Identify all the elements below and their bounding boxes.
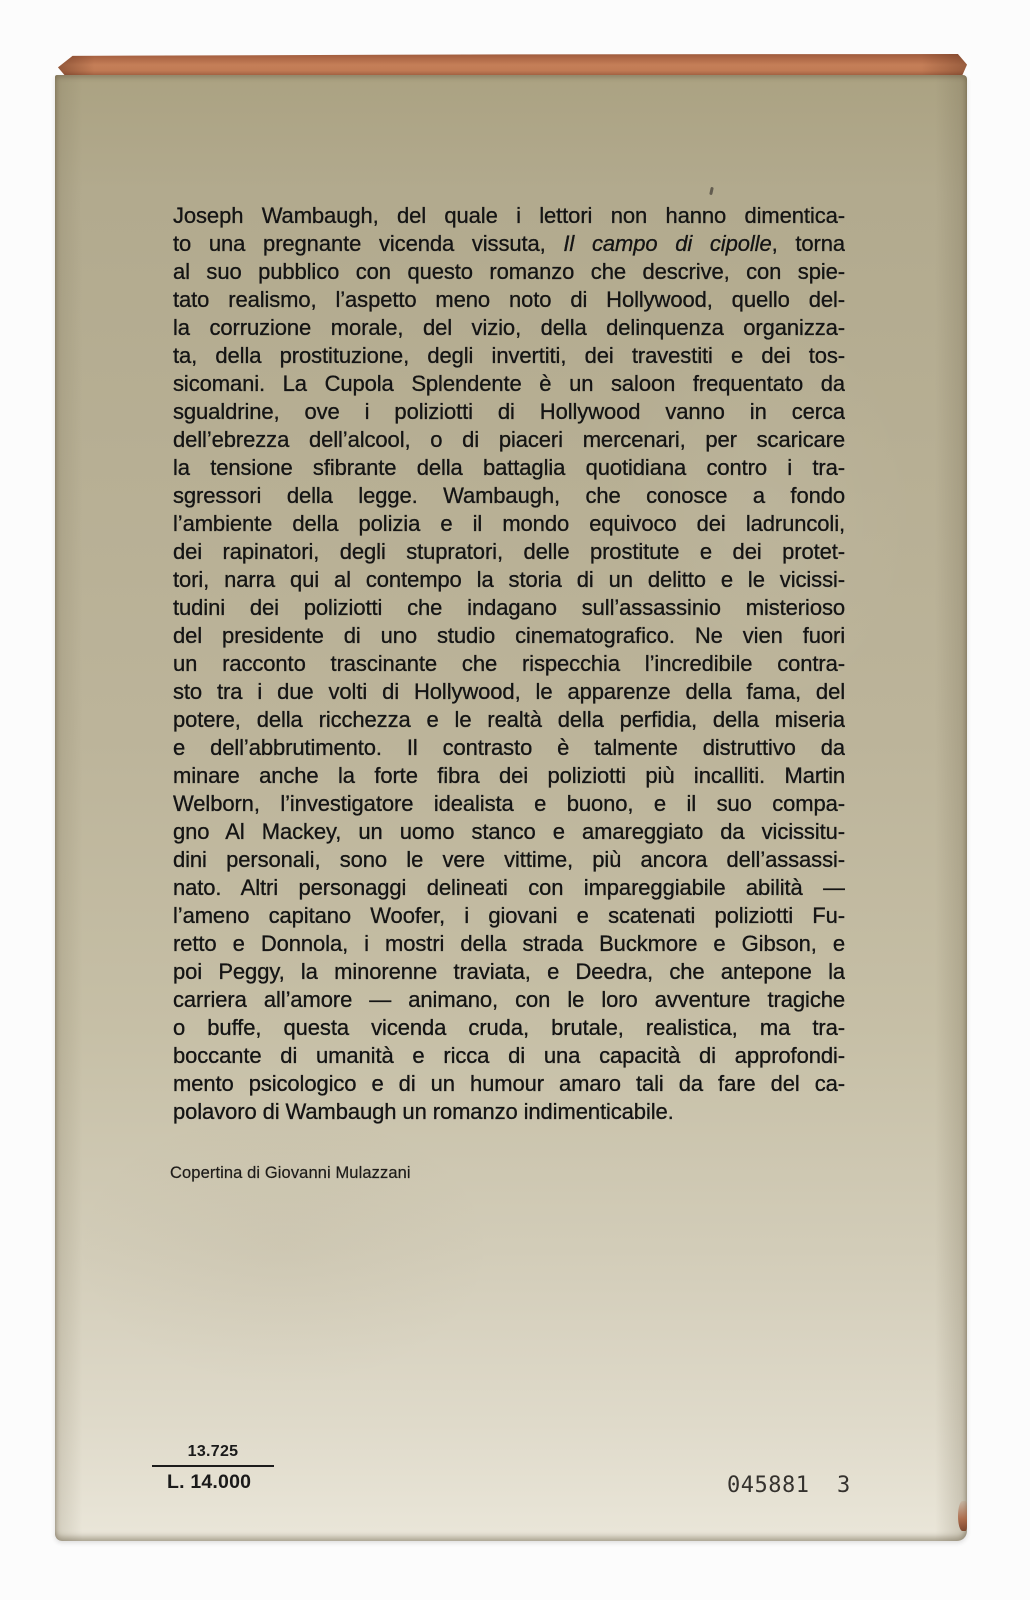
blurb-line: dell’ebrezza dell’alcool, o di piaceri mercenari, per scaricare	[173, 427, 845, 452]
blurb-line: dei rapinatori, degli stupratori, delle prostitute e dei protet-	[173, 539, 845, 564]
blurb-line: l’ameno capitano Woofer, i giovani e scatenati poliziotti Fu-	[173, 903, 845, 928]
blurb-line: un racconto trascinante che rispecchia l’incredibile contra-	[173, 651, 845, 676]
serial-number: 045881 3	[727, 1473, 851, 1498]
blurb-line: sgualdrine, ove i poliziotti di Hollywood vanno in cerca	[173, 399, 845, 424]
blurb-line: dini personali, sono le vere vittime, più ancora dell’assassi-	[173, 847, 845, 872]
blurb-line: al suo pubblico con questo romanzo che descrive, con spie-	[173, 259, 845, 284]
blurb-line: minare anche la forte fibra dei poliziotti più incalliti. Martin	[173, 763, 845, 788]
blurb-line: Joseph Wambaugh, del quale i lettori non hanno dimentica-	[173, 203, 845, 228]
blurb-line: la tensione sfibrante della battaglia quotidiana contro i tra-	[173, 455, 845, 480]
blurb-line: boccante di umanità e ricca di una capacità di approfondi-	[173, 1043, 845, 1068]
blurb-line: sicomani. La Cupola Splendente è un saloon frequentato da	[173, 371, 845, 396]
blurb-line: retto e Donnola, i mostri della strada Buckmore e Gibson, e	[173, 931, 845, 956]
book-top-page-edges	[58, 54, 967, 77]
blurb-line: nato. Altri personaggi delineati con impareggiabile abilità —	[173, 875, 845, 900]
blurb-line: carriera all’amore — animano, con le loro avventure tragiche	[173, 987, 845, 1012]
cover-artist-credit: Copertina di Giovanni Mulazzani	[170, 1164, 411, 1182]
blurb-line: mento psicologico e di un humour amaro tali da fare del ca-	[173, 1071, 845, 1096]
blurb-line: o buffe, questa vicenda cruda, brutale, realistica, ma tra-	[173, 1015, 845, 1040]
blurb-line: to una pregnante vicenda vissuta, Il campo di cipolle, torna	[173, 231, 845, 256]
blurb-line: gno Al Mackey, un uomo stanco e amareggiato da vicissitu-	[173, 819, 845, 844]
blurb-line: tato realismo, l’aspetto meno noto di Hollywood, quello del-	[173, 287, 845, 312]
blurb	[173, 202, 845, 1126]
blurb-line: polavoro di Wambaugh un romanzo indimenticabile.	[173, 1099, 674, 1124]
blurb-line: tori, narra qui al contempo la storia di un delitto e le vicissi-	[173, 567, 845, 592]
catalog-number: 13.725	[152, 1443, 274, 1467]
blurb-line: Welborn, l’investigatore idealista e buono, e il suo compa-	[173, 791, 845, 816]
blurb-line: ta, della prostituzione, degli invertiti, dei travestiti e dei tos-	[173, 343, 845, 368]
book-back-cover	[55, 75, 967, 1541]
price-block	[152, 1443, 274, 1494]
blurb-line: del presidente di uno studio cinematografico. Ne vien fuori	[173, 623, 845, 648]
book-back-cover-photo	[55, 54, 970, 1541]
blurb-line: potere, della ricchezza e le realtà della perfidia, della miseria	[173, 707, 845, 732]
blurb-line: sgressori della legge. Wambaugh, che conosce a fondo	[173, 483, 845, 508]
price: L. 14.000	[167, 1471, 252, 1493]
corner-stain	[958, 1501, 967, 1531]
blurb-line: e dell’abbrutimento. Il contrasto è talmente distruttivo da	[173, 735, 845, 760]
blurb-line: la corruzione morale, del vizio, della delinquenza organizza-	[173, 315, 845, 340]
blurb-line: tudini dei poliziotti che indagano sull’assassinio misterioso	[173, 595, 845, 620]
blurb-line: l’ambiente della polizia e il mondo equivoco dei ladruncoli,	[173, 511, 845, 536]
blurb-line: poi Peggy, la minorenne traviata, e Deedra, che antepone la	[173, 959, 845, 984]
blurb-line: sto tra i due volti di Hollywood, le apparenze della fama, del	[173, 679, 845, 704]
ink-speck	[709, 187, 714, 195]
